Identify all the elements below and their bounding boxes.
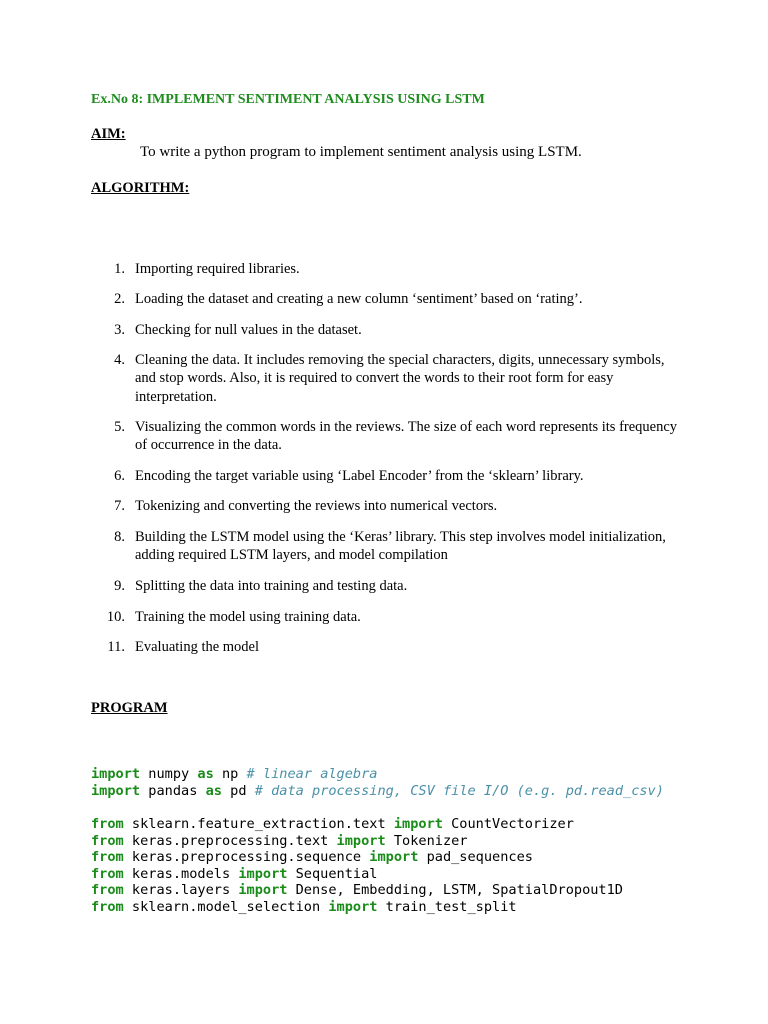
- list-item-number: 6.: [114, 468, 125, 484]
- list-item-text: Checking for null values in the dataset.: [135, 322, 362, 338]
- list-item-number: 11.: [107, 639, 125, 655]
- list-item-number: 2.: [114, 291, 125, 307]
- code-line: [91, 882, 623, 899]
- list-item-text: Evaluating the model: [135, 639, 260, 655]
- list-item-number: 4.: [114, 352, 125, 368]
- page-title: Ex.No 8: IMPLEMENT SENTIMENT ANALYSIS USING LSTM: [91, 92, 485, 107]
- code-keyword: as: [197, 766, 214, 782]
- list-item-number: 7.: [114, 498, 125, 514]
- code-keyword: import: [238, 882, 288, 899]
- code-keyword: from: [91, 849, 124, 866]
- code-module: keras.models: [123, 865, 239, 882]
- aim-text: To write a python program to implement sentiment analysis using LSTM.: [140, 144, 582, 160]
- code-line: [91, 766, 664, 783]
- list-item-text: Visualizing the common words in the reviews. The size of each word represents its frequency of occurrence in the data.: [135, 419, 678, 454]
- code-keyword: from: [91, 882, 124, 899]
- list-item-text: Tokenizing and converting the reviews into numerical vectors.: [135, 498, 498, 514]
- code-module: pandas: [140, 782, 206, 799]
- code-alias: np: [213, 766, 247, 782]
- list-item-text: Training the model using training data.: [135, 609, 361, 625]
- code-names: CountVectorizer: [442, 816, 574, 832]
- code-keyword: import: [369, 849, 419, 866]
- code-line: [91, 833, 623, 850]
- list-item-number: 1.: [114, 261, 125, 277]
- list-item-number: 3.: [114, 322, 125, 338]
- code-keyword: import: [328, 898, 378, 915]
- code-alias: pd: [221, 782, 255, 799]
- list-item-text: Building the LSTM model using the ‘Keras’ library. This step involves model initialization, adding required LSTM layers, and model compilation: [135, 529, 666, 564]
- code-names: Dense, Embedding, LSTM, SpatialDropout1D: [287, 882, 623, 899]
- code-line: [91, 899, 623, 916]
- code-comment: # linear algebra: [246, 766, 378, 782]
- code-keyword: import: [393, 816, 443, 832]
- code-block-imports: [91, 766, 664, 799]
- code-keyword: import: [336, 832, 386, 849]
- code-line: [91, 866, 623, 883]
- code-line: [91, 816, 623, 833]
- list-item-number: 10.: [106, 609, 125, 625]
- code-names: train_test_split: [377, 898, 517, 915]
- code-keyword: import: [91, 766, 141, 782]
- list-item-text: Encoding the target variable using ‘Label Encoder’ from the ‘sklearn’ library.: [135, 468, 584, 484]
- list-item-text: Importing required libraries.: [135, 261, 300, 277]
- algorithm-heading: ALGORITHM:: [91, 180, 190, 196]
- code-keyword: import: [238, 865, 288, 882]
- code-module: keras.layers: [123, 882, 239, 899]
- list-item-text: Loading the dataset and creating a new column ‘sentiment’ based on ‘rating’.: [135, 291, 583, 307]
- program-heading: PROGRAM: [91, 700, 168, 716]
- list-item-text: Splitting the data into training and testing data.: [135, 578, 408, 594]
- list-item-number: 9.: [114, 578, 125, 594]
- code-line: [91, 783, 664, 800]
- list-item-number: 5.: [114, 419, 125, 435]
- code-keyword: from: [91, 898, 124, 915]
- code-names: Sequential: [287, 865, 378, 882]
- code-module: numpy: [140, 766, 198, 782]
- aim-heading: AIM:: [91, 126, 126, 142]
- code-line: [91, 849, 623, 866]
- code-keyword: from: [91, 832, 124, 849]
- code-names: pad_sequences: [418, 849, 533, 866]
- code-keyword: as: [205, 782, 222, 799]
- code-module: keras.preprocessing.text: [123, 832, 337, 849]
- code-block-from-imports: [91, 816, 623, 916]
- code-module: sklearn.feature_extraction.text: [123, 816, 394, 832]
- code-keyword: from: [91, 865, 124, 882]
- code-module: sklearn.model_selection: [123, 898, 329, 915]
- code-names: Tokenizer: [385, 832, 468, 849]
- list-item-text: Cleaning the data. It includes removing the special characters, digits, unnecessary symbols, and stop words. Also, it is required to convert the words to their root form for easy interpretation.: [135, 352, 665, 405]
- list-item-number: 8.: [114, 529, 125, 545]
- code-module: keras.preprocessing.sequence: [123, 849, 370, 866]
- code-keyword: import: [91, 782, 141, 799]
- code-keyword: from: [91, 816, 124, 832]
- code-comment: # data processing, CSV file I/O (e.g. pd.read_csv): [254, 782, 664, 799]
